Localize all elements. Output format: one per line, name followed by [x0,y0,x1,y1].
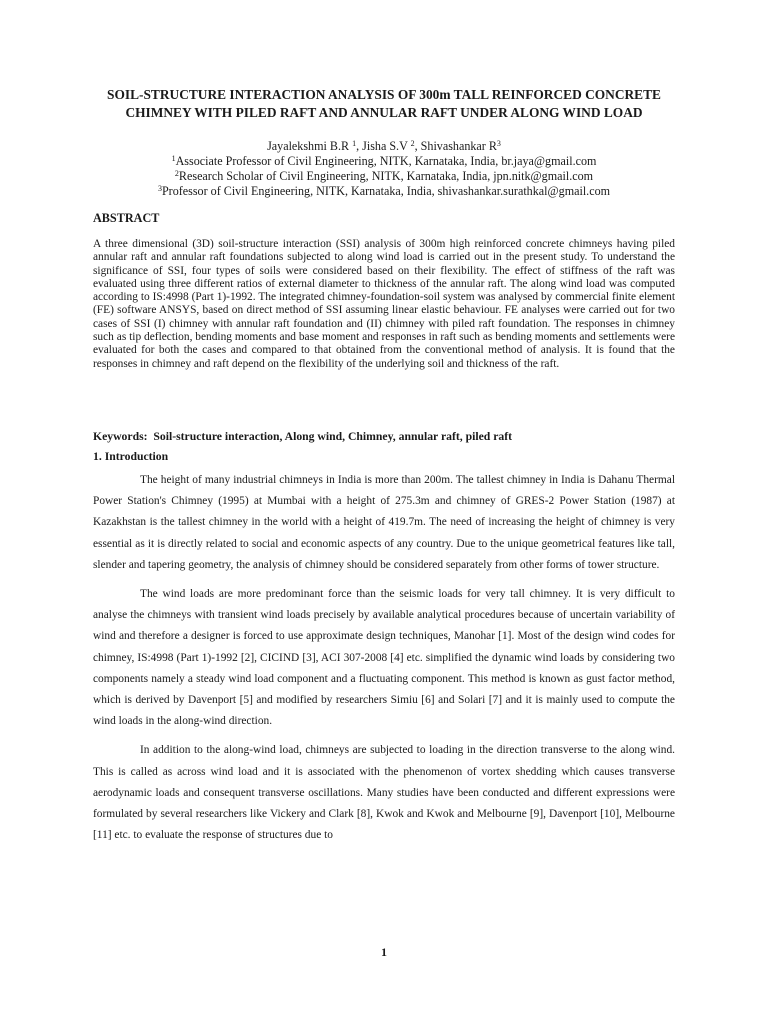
author-block [60,139,708,199]
keywords-label: Keywords: [93,430,148,443]
affiliation-marker: 1 [352,139,357,148]
abstract-heading: ABSTRACT [93,211,160,225]
body-paragraph: The height of many industrial chimneys in India is more than 200m. The tallest chimney in India is Dahanu Thermal Power Station's Chimney (1995) at Mumbai with a height of 275.3m and chimney of GRES-2 Power Station (1987) at Kazakhstan is the tallest chimney in the world with a height of 419.7m. The need of increasing the height of chimney is very essential as it is directly related to social and economic aspects of any country. Due to the unique geometrical features like tall, slender and tapering geometry, the analysis of chimney should be considered separately from other forms of tower structure. [93,474,675,571]
keywords-text: Soil-structure interaction, Along wind, Chimney, annular raft, piled raft [153,430,513,443]
body-paragraph: In addition to the along-wind load, chimneys are subjected to loading in the direction transverse to the along wind. This is called as across wind load and it is associated with the phenomenon of vortex shedding which causes transverse aerodynamic loads and consequent transverse oscillations. Many studies have been conducted and different expressions were formulated by several researchers like Vickery and Clark [8], Kwok and Kwok and Melbourne [9], Davenport [10], Melbourne [11] etc. to evaluate the response of structures due to [93,744,675,842]
section-heading-introduction: 1. Introduction [93,450,169,463]
affiliation-marker: 3 [496,139,501,148]
author-name: , Shivashankar R [414,139,497,153]
paper-title: SOIL-STRUCTURE INTERACTION ANALYSIS OF 300m TALL REINFORCED CONCRETE CHIMNEY WITH PILED RAFT AND ANNULAR RAFT UNDER ALONG WIND LOAD [107,87,661,120]
author-name: Jayalekshmi B.R [267,139,353,153]
abstract-text: A three dimensional (3D) soil-structure interaction (SSI) analysis of 300m high reinforced concrete chimneys having piled annular raft and annular raft foundations subjected to along wind load is carried out in the present study. To understand the significance of SSI, four types of soils were considered based on their flexibility. The effect of stiffness of the raft was evaluated using three different ratios of external diameter to thickness of the annular raft. The along wind load was computed according to IS:4998 (Part 1)-1992. The integrated chimney-foundation-soil system was analysed by commercial finite element (FE) software ANSYS, based on direct method of SSI assuming linear elastic behaviour. FE analyses were carried out for two cases of SSI (I) chimney with annular raft foundation and (II) chimney with piled raft foundation. The responses in chimney such as tip deflection, bending moments and base moment and responses in raft such as bending moments and settlements were evaluated for both the cases and compared to that obtained from the conventional method of analysis. It is found that the responses in chimney and raft depend on the flexibility of the underlying soil and thickness of the raft. [93,238,675,370]
affiliation-marker: 2 [410,139,415,148]
affiliation-line [60,154,708,169]
affiliation-text: Research Scholar of Civil Engineering, NITK, Karnataka, India, jpn.nitk@gmail.com [178,169,594,183]
affiliation-marker: 1 [171,154,176,163]
affiliation-text: Associate Professor of Civil Engineering, NITK, Karnataka, India, br.jaya@gmail.com [175,154,597,168]
affiliation-marker: 2 [174,169,179,178]
affiliation-marker: 3 [157,184,162,193]
author-name: , Jisha S.V [356,139,411,153]
affiliation-line [60,184,708,199]
keywords-line [93,430,683,443]
body-paragraph: The wind loads are more predominant force than the seismic loads for very tall chimney. It is very difficult to analyse the chimneys with transient wind loads precisely by available analytical procedures because of uncertain variability of wind and therefore a designer is forced to use approximate design techniques, Manohar [1]. Most of the design wind codes for chimney, IS:4998 (Part 1)-1992 [2], CICIND [3], ACI 307-2008 [4] etc. simplified the dynamic wind loads by considering two components namely a steady wind load component and a fluctuating component. This method is known as gust factor method, which is derived by Davenport [5] and modified by researchers Simiu [6] and Solari [7] and it is mainly used to compute the wind loads in the along-wind direction. [93,588,675,728]
author-list [60,139,708,154]
introduction-body [93,470,675,854]
affiliation-text: Professor of Civil Engineering, NITK, Karnataka, India, shivashankar.surathkal@gmail.com [161,184,611,198]
page-number: 1 [381,945,387,959]
affiliation-line [60,169,708,184]
